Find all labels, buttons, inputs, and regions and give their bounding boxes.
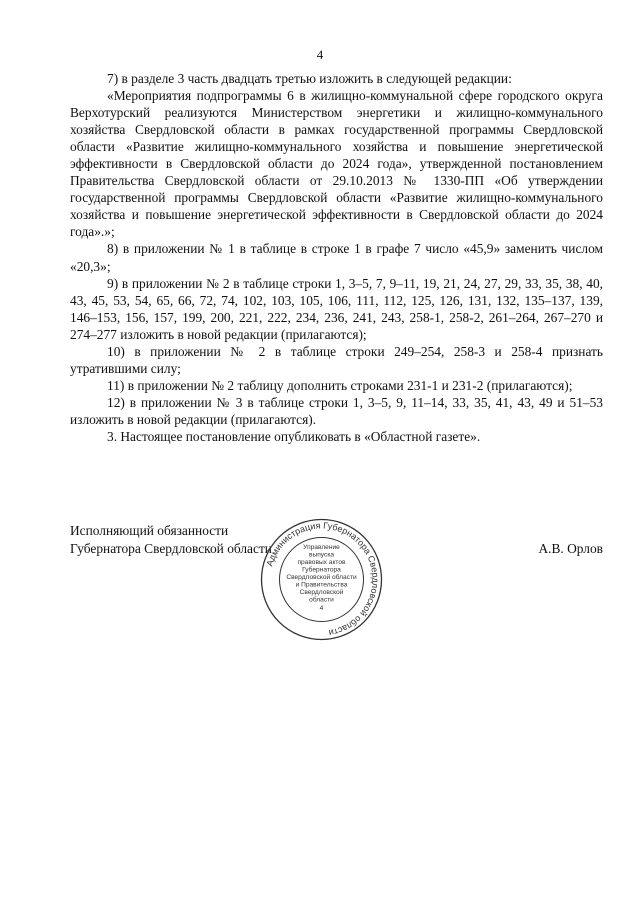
paragraph-section-3: 3. Настоящее постановление опубликовать в «Областной газете». — [107, 428, 481, 444]
paragraph-item-11: 11) в приложении № 2 таблицу дополнить строками 231-1 и 231-2 (прилагаются); — [107, 377, 573, 393]
stamp-line: правовых актов — [297, 559, 346, 566]
stamp-line: Свердловской — [299, 589, 344, 596]
page-number: 4 — [316, 47, 324, 62]
paragraph-item-10: 10) в приложении № 2 в таблице строки 249–254, 258-3 и 258-4 признать утратившими силу; — [70, 343, 603, 376]
stamp-ring-text: Администрация Губернатора Свердловской области — [264, 520, 381, 638]
signatory-position — [70, 522, 272, 558]
signatory-position-line-1: Исполняющий обязанности — [70, 523, 229, 538]
stamp-number: 4 — [319, 605, 324, 612]
stamp-line: выпуска — [308, 551, 335, 559]
signatory-position-line-2: Губернатора Свердловской области — [70, 541, 272, 556]
stamp-line: Управление — [303, 544, 340, 551]
paragraph-item-8: 8) в приложении № 1 в таблице в строке 1 в графе 7 число «45,9» заменить числом «20,3»; — [70, 241, 603, 274]
signatory-name: А.В. Орлов — [538, 541, 603, 556]
document-body — [70, 70, 603, 445]
stamp-line: и Правительства — [295, 581, 348, 589]
paragraph-item-7: 7) в разделе 3 часть двадцать третью изложить в следующей редакции: — [107, 71, 512, 86]
official-stamp-icon — [259, 517, 384, 642]
paragraph-item-12: 12) в приложении № 3 в таблице строки 1, 3–5, 9, 11–14, 33, 35, 41, 43, 49 и 51–53 изложить в новой редакции (прилагаются). — [70, 394, 603, 427]
stamp-line: области — [309, 596, 334, 604]
paragraph-quote: «Мероприятия подпрограммы 6 в жилищно-коммунальной сфере городского округа Верхотурский реализуются Министерством энергетики и жилищно-коммунального хозяйства Свердловской области в рамках государственной программы Свердловской области «Развитие жилищно-коммунального хозяйства и повышение энергетической эффективности в Свердловской области до 2024 года», утвержденной постановлением Правительства Свердловской области от 29.10.2013 № 1330-ПП «Об утверждении государственной программы Свердловской области «Развитие жилищно-коммунального хозяйства и повышение энергетической эффективности в Свердловской области до 2024 года».»; — [70, 88, 603, 240]
stamp-graphic — [259, 517, 384, 642]
stamp-line: Губернатора — [302, 566, 341, 574]
stamp-line: Свердловской области — [286, 574, 357, 581]
paragraph-item-9: 9) в приложении № 2 в таблице строки 1, 3–5, 7, 9–11, 19, 21, 24, 27, 29, 33, 35, 38, 40, 43, 45, 53, 54, 65, 66, 72, 74, 102, 103, 105, 106, 111, 112, 125, 126, 131, 132, 135–137, 139, 146–153, 156, 157, 199, 200, 221, 222, 234, 236, 241, 243, 258-1, 258-2, 261–264, 267–270 и 274–277 изложить в новой редакции (прилагаются); — [70, 275, 603, 342]
